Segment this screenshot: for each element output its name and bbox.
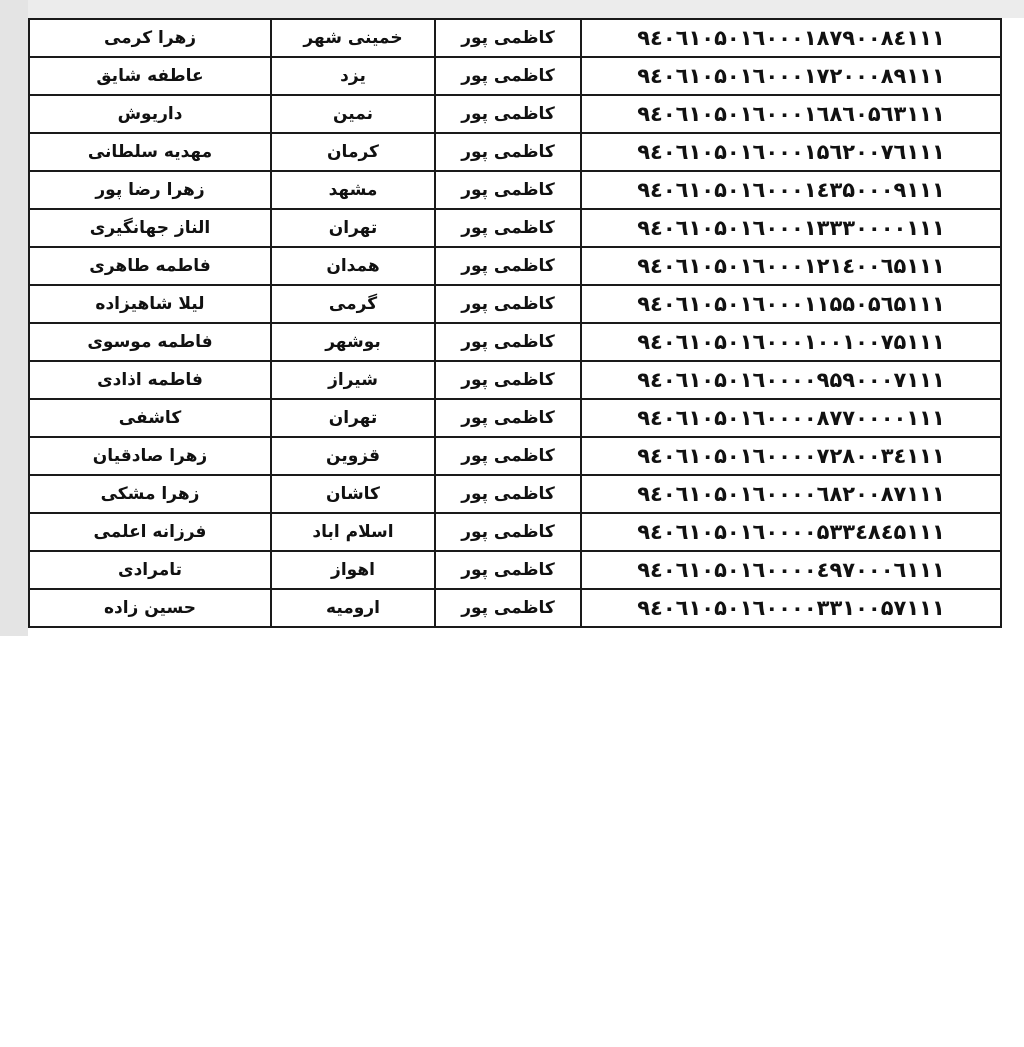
city-cell: تهران xyxy=(271,209,435,247)
city-cell: اسلام اباد xyxy=(271,513,435,551)
city-cell: نمین xyxy=(271,95,435,133)
account-code-cell: ۹٤۰٦۱۰۵۰۱٦۰۰۰۰۹۵۹۰۰۰۷۱۱۱ xyxy=(581,361,1001,399)
surname-cell: کاظمی پور xyxy=(435,285,581,323)
person-name-cell: الناز جهانگیری xyxy=(29,209,271,247)
person-name-cell: عاطفه شایق xyxy=(29,57,271,95)
top-margin-shade xyxy=(0,0,1024,18)
account-code-cell: ۹٤۰٦۱۰۵۰۱٦۰۰۰۱۸۷۹۰۰۸٤۱۱۱ xyxy=(581,19,1001,57)
city-cell: اهواز xyxy=(271,551,435,589)
table-row xyxy=(29,209,1001,247)
table-row xyxy=(29,475,1001,513)
city-cell: گرمی xyxy=(271,285,435,323)
account-code-cell: ۹٤۰٦۱۰۵۰۱٦۰۰۰۰۸۷۷۰۰۰۰۱۱۱ xyxy=(581,399,1001,437)
account-code-cell: ۹٤۰٦۱۰۵۰۱٦۰۰۰۱۳۳۳۰۰۰۰۱۱۱ xyxy=(581,209,1001,247)
surname-cell: کاظمی پور xyxy=(435,133,581,171)
table-row xyxy=(29,247,1001,285)
surname-cell: کاظمی پور xyxy=(435,19,581,57)
table-row xyxy=(29,285,1001,323)
account-code-cell: ۹٤۰٦۱۰۵۰۱٦۰۰۰۱۷۲۰۰۰۸۹۱۱۱ xyxy=(581,57,1001,95)
table-row xyxy=(29,323,1001,361)
person-name-cell: فرزانه اعلمی xyxy=(29,513,271,551)
surname-cell: کاظمی پور xyxy=(435,209,581,247)
surname-cell: کاظمی پور xyxy=(435,437,581,475)
person-name-cell: مهدیه سلطانی xyxy=(29,133,271,171)
table-row xyxy=(29,133,1001,171)
city-cell: مشهد xyxy=(271,171,435,209)
account-code-cell: ۹٤۰٦۱۰۵۰۱٦۰۰۰۱۵٦۲۰۰۷٦۱۱۱ xyxy=(581,133,1001,171)
roster-table xyxy=(28,18,1002,628)
city-cell: قزوین xyxy=(271,437,435,475)
table-row xyxy=(29,19,1001,57)
person-name-cell: زهرا کرمی xyxy=(29,19,271,57)
account-code-cell: ۹٤۰٦۱۰۵۰۱٦۰۰۰۰٦۸۲۰۰۸۷۱۱۱ xyxy=(581,475,1001,513)
surname-cell: کاظمی پور xyxy=(435,323,581,361)
surname-cell: کاظمی پور xyxy=(435,171,581,209)
city-cell: بوشهر xyxy=(271,323,435,361)
person-name-cell: فاطمه موسوی xyxy=(29,323,271,361)
table-row xyxy=(29,57,1001,95)
surname-cell: کاظمی پور xyxy=(435,475,581,513)
city-cell: تهران xyxy=(271,399,435,437)
account-code-cell: ۹٤۰٦۱۰۵۰۱٦۰۰۰۰۵۳۳٤۸٤۵۱۱۱ xyxy=(581,513,1001,551)
account-code-cell: ۹٤۰٦۱۰۵۰۱٦۰۰۰۱۱۵۵۰۵٦۵۱۱۱ xyxy=(581,285,1001,323)
person-name-cell: کاشفی xyxy=(29,399,271,437)
person-name-cell: حسین زاده xyxy=(29,589,271,627)
surname-cell: کاظمی پور xyxy=(435,247,581,285)
left-margin-shade xyxy=(0,0,28,636)
city-cell: کاشان xyxy=(271,475,435,513)
city-cell: یزد xyxy=(271,57,435,95)
city-cell: کرمان xyxy=(271,133,435,171)
account-code-cell: ۹٤۰٦۱۰۵۰۱٦۰۰۰۰۳۳۱۰۰۵۷۱۱۱ xyxy=(581,589,1001,627)
table-row xyxy=(29,437,1001,475)
surname-cell: کاظمی پور xyxy=(435,513,581,551)
table-row xyxy=(29,589,1001,627)
person-name-cell: داریوش xyxy=(29,95,271,133)
person-name-cell: تامرادی xyxy=(29,551,271,589)
surname-cell: کاظمی پور xyxy=(435,399,581,437)
surname-cell: کاظمی پور xyxy=(435,57,581,95)
person-name-cell: لیلا شاهیزاده xyxy=(29,285,271,323)
account-code-cell: ۹٤۰٦۱۰۵۰۱٦۰۰۰۱۲۱٤۰۰٦۵۱۱۱ xyxy=(581,247,1001,285)
table-row xyxy=(29,399,1001,437)
surname-cell: کاظمی پور xyxy=(435,551,581,589)
table-row xyxy=(29,513,1001,551)
table-row xyxy=(29,361,1001,399)
table-row xyxy=(29,551,1001,589)
city-cell: خمینی شهر xyxy=(271,19,435,57)
person-name-cell: فاطمه اذادی xyxy=(29,361,271,399)
person-name-cell: زهرا صادقیان xyxy=(29,437,271,475)
table-row xyxy=(29,95,1001,133)
account-code-cell: ۹٤۰٦۱۰۵۰۱٦۰۰۰۱٤۳۵۰۰۰۹۱۱۱ xyxy=(581,171,1001,209)
account-code-cell: ۹٤۰٦۱۰۵۰۱٦۰۰۰۰٤۹۷۰۰۰٦۱۱۱ xyxy=(581,551,1001,589)
city-cell: ارومیه xyxy=(271,589,435,627)
surname-cell: کاظمی پور xyxy=(435,589,581,627)
account-code-cell: ۹٤۰٦۱۰۵۰۱٦۰۰۰۱۰۰۱۰۰۷۵۱۱۱ xyxy=(581,323,1001,361)
account-code-cell: ۹٤۰٦۱۰۵۰۱٦۰۰۰۰۷۲۸۰۰۳٤۱۱۱ xyxy=(581,437,1001,475)
city-cell: همدان xyxy=(271,247,435,285)
city-cell: شیراز xyxy=(271,361,435,399)
person-name-cell: زهرا رضا پور xyxy=(29,171,271,209)
account-code-cell: ۹٤۰٦۱۰۵۰۱٦۰۰۰۱٦۸٦۰۵٦۳۱۱۱ xyxy=(581,95,1001,133)
surname-cell: کاظمی پور xyxy=(435,361,581,399)
person-name-cell: فاطمه طاهری xyxy=(29,247,271,285)
surname-cell: کاظمی پور xyxy=(435,95,581,133)
person-name-cell: زهرا مشکی xyxy=(29,475,271,513)
roster-table-body xyxy=(29,19,1001,627)
table-row xyxy=(29,171,1001,209)
